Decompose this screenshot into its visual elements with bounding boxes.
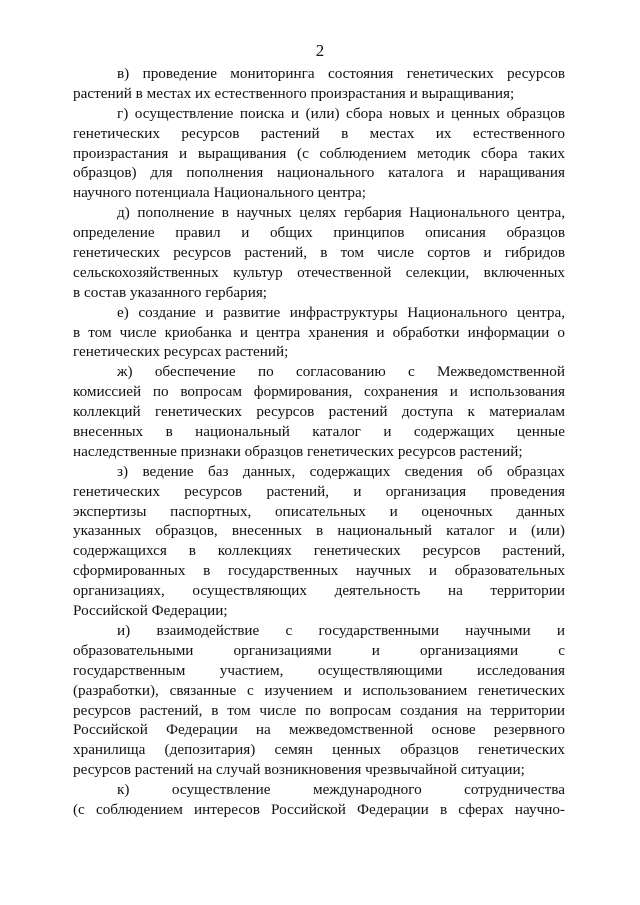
text-line: наследственные признаки образцов генетических ресурсов растений; xyxy=(73,442,523,460)
text-line: хранилища (депозитария) семян ценных образцов генетических xyxy=(73,741,565,759)
text-line: внесенных в национальный каталог и содержащих ценные xyxy=(73,423,565,441)
text-line: организациях, осуществляющих деятельность на территории xyxy=(73,582,565,600)
paragraph-d xyxy=(73,203,565,302)
text-line: образовательными организациями и организациями с xyxy=(73,641,565,659)
text-line: и) взаимодействие с государственными научными и xyxy=(117,621,565,639)
text-line: г) осуществление поиска и (или) сбора новых и ценных образцов xyxy=(117,104,565,122)
paragraph-g xyxy=(73,104,565,203)
text-line: ж) обеспечение по согласованию с Межведомственной xyxy=(117,363,565,381)
document-body xyxy=(73,64,565,820)
paragraph-e xyxy=(73,303,565,363)
text-line: в) проведение мониторинга состояния генетических ресурсов xyxy=(117,65,565,82)
text-line: ресурсов растений на случай возникновения чрезвычайной ситуации; xyxy=(73,761,525,779)
text-line: генетических ресурсов растений в местах их естественного xyxy=(73,124,565,142)
text-line: научного потенциала Национального центра; xyxy=(73,184,366,202)
paragraph-k xyxy=(73,780,565,820)
text-line: произрастания и выращивания (с соблюдением методик сбора таких xyxy=(73,144,565,162)
text-line: определение правил и общих принципов описания образцов xyxy=(73,224,565,242)
paragraph-z xyxy=(73,462,565,621)
text-line: ресурсов растений, в том числе по вопросам создания на территории xyxy=(73,701,565,719)
text-line: образцов) для пополнения национального каталога и наращивания xyxy=(73,164,565,182)
text-line: содержащихся в коллекциях генетических ресурсов растений, xyxy=(73,542,565,560)
text-line: (разработки), связанные с изучением и использованием генетических xyxy=(73,681,565,699)
text-line: государственным участием, осуществляющими исследования xyxy=(73,661,565,679)
text-line: (с соблюдением интересов Российской Федерации в сферах научно- xyxy=(73,800,565,818)
text-line: генетических ресурсов растений, и организация проведения xyxy=(73,482,565,500)
text-line: коллекций генетических ресурсов растений доступа к материалам xyxy=(73,403,565,421)
text-line: е) создание и развитие инфраструктуры Национального центра, xyxy=(117,303,565,321)
paragraph-zh xyxy=(73,362,565,461)
page-number: 2 xyxy=(315,41,325,60)
text-line: комиссией по вопросам формирования, сохранения и использования xyxy=(73,383,565,401)
paragraph-i xyxy=(73,621,565,780)
text-line: з) ведение баз данных, содержащих сведения об образцах xyxy=(117,462,565,480)
text-line: д) пополнение в научных целях гербария Национального центра, xyxy=(117,204,565,222)
text-line: к) осуществление международного сотрудничества xyxy=(117,781,565,799)
paragraph-v xyxy=(73,64,565,104)
text-line: генетических ресурсов растений, в том числе сортов и гибридов xyxy=(73,244,565,262)
text-line: указанных образцов, внесенных в национальный каталог и (или) xyxy=(73,522,565,540)
text-line: сформированных в государственных научных и образовательных xyxy=(73,562,565,580)
text-line: экспертизы паспортных, описательных и оценочных данных xyxy=(73,502,565,520)
text-line: генетических ресурсах растений; xyxy=(73,343,289,361)
text-line: Российской Федерации; xyxy=(73,602,228,620)
text-line: в том числе криобанка и центра хранения и обработки информации о xyxy=(73,323,565,341)
text-line: Российской Федерации на межведомственной основе резервного xyxy=(73,721,565,739)
text-line: сельскохозяйственных культур отечественной селекции, включенных xyxy=(73,263,565,281)
text-line: растений в местах их естественного произрастания и выращивания; xyxy=(73,84,515,102)
text-line: в состав указанного гербария; xyxy=(73,283,268,301)
